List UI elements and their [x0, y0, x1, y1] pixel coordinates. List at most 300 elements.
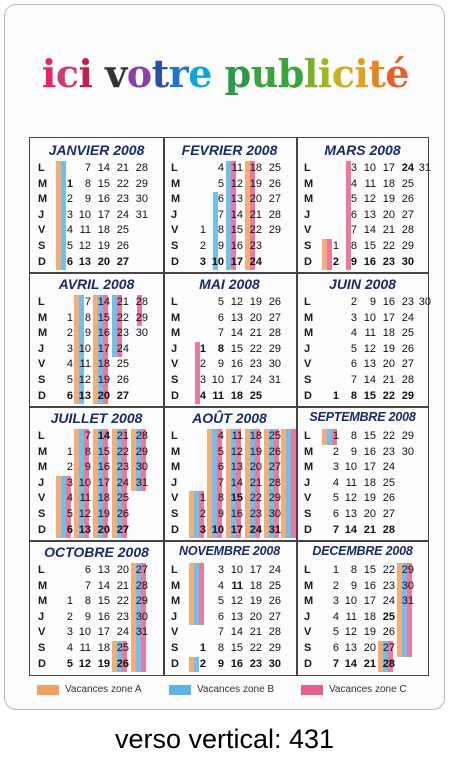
day-number: 30: [135, 610, 148, 623]
weekday-label: J: [38, 610, 45, 623]
day-number: 4: [66, 224, 73, 237]
day-number: 15: [230, 492, 243, 505]
day-number: 4: [66, 492, 73, 505]
weekday-label: L: [38, 564, 45, 576]
day-number: 14: [230, 327, 243, 340]
day-number: 27: [268, 610, 281, 623]
day-number: 2: [332, 579, 339, 592]
day-number: 16: [97, 327, 110, 340]
day-number: 24: [116, 476, 129, 489]
day-number: 14: [344, 657, 357, 670]
day-number: 7: [217, 626, 224, 639]
day-number: 15: [230, 224, 243, 237]
day-number: 27: [268, 461, 281, 474]
weekday-label: S: [38, 240, 46, 252]
day-number: 16: [382, 296, 395, 308]
day-number: 2: [332, 445, 339, 458]
day-number: 30: [401, 255, 414, 268]
weekday-label: S: [38, 508, 46, 520]
day-number: 22: [382, 564, 395, 576]
title-letter: p: [224, 51, 251, 96]
day-number: 4: [217, 430, 224, 442]
weekday-label: J: [38, 208, 45, 221]
day-number: 2: [199, 358, 206, 371]
weekday-label: V: [38, 358, 46, 371]
day-number: 17: [230, 523, 243, 536]
day-number: 30: [401, 579, 414, 592]
day-number: 2: [199, 508, 206, 520]
day-number: 7: [217, 208, 224, 221]
weekday-label: J: [171, 342, 178, 355]
legend-swatch: [37, 685, 59, 695]
day-number: 6: [332, 508, 339, 520]
day-number: 19: [97, 374, 110, 386]
day-number: 2: [350, 296, 357, 308]
day-number: 18: [230, 389, 243, 402]
day-number: 8: [350, 564, 357, 576]
weekday-label: M: [171, 595, 181, 608]
weekday-label: V: [304, 492, 312, 505]
day-number: 3: [66, 476, 73, 489]
day-number: 10: [78, 342, 91, 355]
day-number: 4: [350, 327, 357, 340]
day-number: 13: [344, 642, 357, 654]
day-number: 19: [97, 508, 110, 520]
day-number: 7: [332, 523, 339, 536]
day-number: 13: [230, 461, 243, 474]
day-number: 22: [249, 224, 262, 237]
day-number: 20: [249, 461, 262, 474]
day-number: 28: [135, 579, 148, 592]
day-number: 11: [79, 642, 91, 654]
day-number: 23: [116, 610, 129, 623]
day-number: 1: [199, 642, 206, 654]
day-number: 26: [268, 445, 281, 458]
day-number: 3: [332, 461, 339, 474]
day-number: 6: [217, 461, 224, 474]
day-number: 15: [363, 430, 376, 442]
day-number: 24: [382, 595, 395, 608]
weekday-label: V: [38, 492, 46, 505]
day-number: 1: [199, 492, 206, 505]
day-number: 13: [78, 389, 91, 402]
day-number: 3: [217, 564, 224, 576]
day-number: 8: [217, 642, 224, 654]
day-number: 25: [382, 610, 395, 623]
weekday-label: S: [171, 508, 179, 520]
day-number: 6: [66, 523, 73, 536]
day-number: 5: [217, 296, 224, 308]
day-number: 29: [401, 430, 414, 442]
weekday-label: S: [304, 240, 312, 252]
day-number: 4: [332, 610, 339, 623]
day-number: 11: [231, 430, 243, 442]
day-number: 8: [217, 342, 224, 355]
day-number: 25: [382, 476, 395, 489]
weekday-label: S: [38, 374, 46, 386]
day-number: 16: [230, 657, 243, 670]
weekday-label: J: [304, 610, 311, 623]
day-number: 6: [66, 389, 73, 402]
day-number: 9: [84, 461, 91, 474]
day-number: 10: [211, 255, 224, 268]
weekday-label: M: [171, 461, 181, 474]
weekday-label: M: [38, 327, 48, 340]
vacation-zone-c-stripe: [199, 563, 204, 625]
day-number: 19: [363, 626, 376, 639]
day-number: 25: [268, 579, 281, 592]
day-number: 28: [268, 208, 281, 221]
day-number: 27: [268, 193, 281, 206]
day-number: 26: [268, 595, 281, 608]
day-number: 28: [135, 296, 148, 308]
weekday-label: D: [38, 255, 46, 268]
day-number: 14: [230, 476, 243, 489]
day-number: 5: [66, 508, 73, 520]
day-number: 8: [84, 445, 91, 458]
legend-swatch: [301, 685, 323, 695]
weekday-label: D: [38, 523, 46, 536]
day-number: 1: [66, 595, 73, 608]
day-number: 7: [350, 374, 357, 386]
day-number: 28: [401, 224, 414, 237]
month-block: [163, 406, 296, 540]
title-letter: u: [250, 51, 278, 96]
day-number: 16: [230, 508, 243, 520]
day-number: 11: [345, 476, 357, 489]
title-letter: i: [354, 51, 369, 96]
day-number: 19: [249, 177, 262, 190]
day-number: 13: [78, 255, 91, 268]
weekday-label: D: [171, 255, 179, 268]
month-name: FEVRIER 2008: [181, 142, 278, 158]
day-number: 30: [418, 296, 431, 308]
day-number: 13: [78, 523, 91, 536]
day-number: 18: [97, 224, 110, 237]
month-block: [296, 540, 429, 674]
day-number: 4: [217, 579, 224, 592]
title-letter: r: [168, 51, 189, 96]
title-letter: l: [303, 51, 318, 96]
title-letter: o: [126, 51, 152, 96]
day-number: 28: [135, 162, 148, 174]
day-number: 20: [249, 193, 262, 206]
weekday-label: V: [171, 626, 179, 639]
weekday-label: J: [171, 208, 178, 221]
month-block: [163, 138, 296, 272]
day-number: 27: [268, 311, 281, 324]
day-number: 15: [363, 389, 376, 402]
day-number: 28: [268, 626, 281, 639]
day-number: 9: [350, 255, 357, 268]
day-number: 30: [268, 508, 281, 520]
day-number: 18: [97, 642, 110, 654]
day-number: 18: [249, 430, 262, 442]
day-number: 25: [116, 224, 129, 237]
day-number: 5: [332, 492, 339, 505]
day-number: 23: [249, 240, 262, 252]
weekday-label: L: [171, 162, 178, 174]
day-number: 31: [268, 523, 281, 536]
day-number: 20: [382, 208, 395, 221]
day-number: 22: [116, 595, 129, 608]
day-number: 29: [401, 564, 414, 576]
legend-swatch: [169, 685, 191, 695]
month-block: [163, 540, 296, 674]
day-number: 21: [363, 523, 376, 536]
day-number: 23: [116, 327, 129, 340]
day-number: 1: [332, 389, 339, 402]
legend-label: Vacances zone C: [329, 684, 407, 695]
day-number: 19: [249, 296, 262, 308]
title-letter: e: [188, 51, 212, 96]
vacation-legend: [29, 681, 429, 701]
day-number: 10: [363, 162, 376, 174]
title-letter: c: [331, 51, 355, 96]
day-number: 10: [230, 564, 243, 576]
weekday-label: M: [171, 177, 181, 190]
day-number: 25: [401, 177, 414, 190]
weekday-label: M: [171, 311, 181, 324]
day-number: 25: [249, 389, 262, 402]
day-number: 30: [135, 193, 148, 206]
day-number: 11: [79, 492, 91, 505]
day-number: 12: [363, 193, 376, 206]
day-number: 25: [268, 430, 281, 442]
day-number: 16: [363, 579, 376, 592]
day-number: 17: [363, 595, 376, 608]
weekday-label: M: [171, 327, 181, 340]
weekday-label: M: [38, 461, 48, 474]
day-number: 26: [401, 342, 414, 355]
weekday-label: L: [38, 430, 45, 442]
weekday-label: M: [304, 595, 314, 608]
month-name: JANVIER 2008: [48, 142, 145, 158]
weekday-label: V: [304, 358, 312, 371]
day-number: 9: [84, 610, 91, 623]
day-number: 22: [382, 430, 395, 442]
day-number: 2: [66, 193, 73, 206]
month-block: [163, 272, 296, 406]
day-number: 13: [230, 193, 243, 206]
weekday-label: L: [171, 564, 178, 576]
day-number: 14: [97, 579, 110, 592]
day-number: 15: [97, 177, 110, 190]
day-number: 26: [116, 657, 129, 670]
day-number: 18: [363, 476, 376, 489]
day-number: 6: [217, 610, 224, 623]
day-number: 3: [350, 162, 357, 174]
day-number: 23: [249, 358, 262, 371]
day-number: 12: [230, 595, 243, 608]
day-number: 10: [344, 595, 357, 608]
day-number: 20: [249, 610, 262, 623]
day-number: 30: [135, 327, 148, 340]
weekday-label: M: [171, 445, 181, 458]
weekday-label: M: [304, 445, 314, 458]
weekday-label: J: [304, 208, 311, 221]
day-number: 13: [230, 610, 243, 623]
weekday-label: M: [38, 177, 48, 190]
month-block: [296, 272, 429, 406]
day-number: 5: [217, 445, 224, 458]
day-number: 22: [382, 389, 395, 402]
day-number: 28: [401, 374, 414, 386]
month-block: [30, 540, 163, 674]
day-number: 31: [268, 374, 281, 386]
day-number: 19: [382, 193, 395, 206]
day-number: 29: [268, 642, 281, 654]
day-number: 28: [268, 476, 281, 489]
day-number: 13: [363, 208, 376, 221]
day-number: 27: [401, 208, 414, 221]
day-number: 7: [84, 579, 91, 592]
day-number: 9: [369, 296, 376, 308]
month-name: AOÛT 2008: [192, 410, 267, 426]
day-number: 12: [344, 492, 357, 505]
day-number: 15: [97, 445, 110, 458]
month-name: MARS 2008: [324, 142, 401, 158]
caption: verso vertical: 431: [114, 724, 335, 754]
day-number: 23: [382, 445, 395, 458]
day-number: 12: [230, 445, 243, 458]
weekday-label: D: [304, 389, 312, 402]
day-number: 15: [230, 342, 243, 355]
day-number: 5: [350, 342, 357, 355]
weekday-label: V: [304, 224, 312, 237]
day-number: 23: [116, 461, 129, 474]
day-number: 3: [350, 311, 357, 324]
day-number: 8: [84, 177, 91, 190]
day-number: 8: [217, 492, 224, 505]
month-name: JUILLET 2008: [50, 410, 143, 426]
day-number: 9: [217, 358, 224, 371]
weekday-label: D: [38, 389, 46, 402]
day-number: 12: [230, 177, 243, 190]
month-block: [30, 406, 163, 540]
day-number: 18: [97, 358, 110, 371]
day-number: 17: [230, 374, 243, 386]
day-number: 21: [116, 430, 129, 442]
day-number: 10: [78, 476, 91, 489]
day-number: 21: [382, 374, 395, 386]
day-number: 17: [249, 564, 262, 576]
weekday-label: J: [304, 342, 311, 355]
day-number: 13: [97, 564, 110, 576]
day-number: 10: [363, 311, 376, 324]
day-number: 20: [363, 642, 376, 654]
weekday-label: D: [38, 657, 46, 670]
day-number: 16: [230, 358, 243, 371]
weekday-label: D: [304, 523, 312, 536]
day-number: 23: [249, 657, 262, 670]
day-number: 31: [135, 208, 148, 221]
day-number: 9: [217, 508, 224, 520]
weekday-label: S: [171, 240, 179, 252]
day-number: 18: [382, 327, 395, 340]
day-number: 5: [66, 657, 73, 670]
day-number: 11: [231, 579, 243, 592]
day-number: 14: [230, 626, 243, 639]
day-number: 20: [249, 311, 262, 324]
month-name: SEPTEMBRE 2008: [309, 410, 416, 424]
day-number: 14: [97, 430, 110, 442]
day-number: 22: [116, 445, 129, 458]
day-number: 25: [116, 642, 129, 654]
month-name: NOVEMBRE 2008: [179, 544, 280, 558]
day-number: 13: [230, 311, 243, 324]
day-number: 5: [350, 193, 357, 206]
day-number: 6: [217, 193, 224, 206]
day-number: 3: [199, 374, 206, 386]
weekday-label: S: [304, 374, 312, 386]
day-number: 8: [84, 595, 91, 608]
day-number: 8: [217, 224, 224, 237]
day-number: 10: [78, 208, 91, 221]
weekday-label: M: [304, 461, 314, 474]
day-number: 9: [84, 327, 91, 340]
day-number: 15: [97, 595, 110, 608]
weekday-label: M: [171, 193, 181, 206]
day-number: 14: [363, 374, 376, 386]
day-number: 25: [116, 358, 129, 371]
day-number: 19: [97, 240, 110, 252]
day-number: 7: [332, 657, 339, 670]
day-number: 12: [78, 240, 91, 252]
calendar-card: [4, 4, 445, 710]
day-number: 22: [382, 240, 395, 252]
day-number: 17: [97, 208, 110, 221]
day-number: 17: [97, 626, 110, 639]
weekday-label: L: [304, 296, 311, 308]
day-number: 23: [116, 193, 129, 206]
weekday-label: L: [171, 430, 178, 442]
day-number: 10: [344, 461, 357, 474]
day-number: 26: [116, 508, 129, 520]
day-number: 2: [332, 255, 339, 268]
weekday-label: M: [38, 579, 48, 592]
day-number: 9: [350, 579, 357, 592]
weekday-label: D: [304, 657, 312, 670]
day-number: 12: [78, 374, 91, 386]
day-number: 21: [116, 579, 129, 592]
day-number: 29: [135, 445, 148, 458]
day-number: 14: [97, 162, 110, 174]
day-number: 28: [382, 657, 395, 670]
day-number: 23: [249, 508, 262, 520]
day-number: 15: [363, 240, 376, 252]
day-number: 11: [79, 358, 91, 371]
weekday-label: L: [171, 296, 178, 308]
day-number: 7: [217, 476, 224, 489]
day-number: 20: [116, 564, 129, 576]
day-number: 3: [199, 523, 206, 536]
day-number: 17: [97, 476, 110, 489]
title-letter: b: [277, 51, 304, 96]
day-number: 9: [217, 240, 224, 252]
month-block: [296, 406, 429, 540]
day-number: 15: [230, 642, 243, 654]
day-number: 31: [135, 626, 148, 639]
title-letter: [92, 53, 105, 95]
day-number: 2: [66, 327, 73, 340]
day-number: 3: [332, 595, 339, 608]
day-number: 2: [199, 240, 206, 252]
day-number: 27: [116, 255, 129, 268]
day-number: 21: [116, 162, 129, 174]
day-number: 4: [66, 642, 73, 654]
day-number: 17: [97, 342, 110, 355]
